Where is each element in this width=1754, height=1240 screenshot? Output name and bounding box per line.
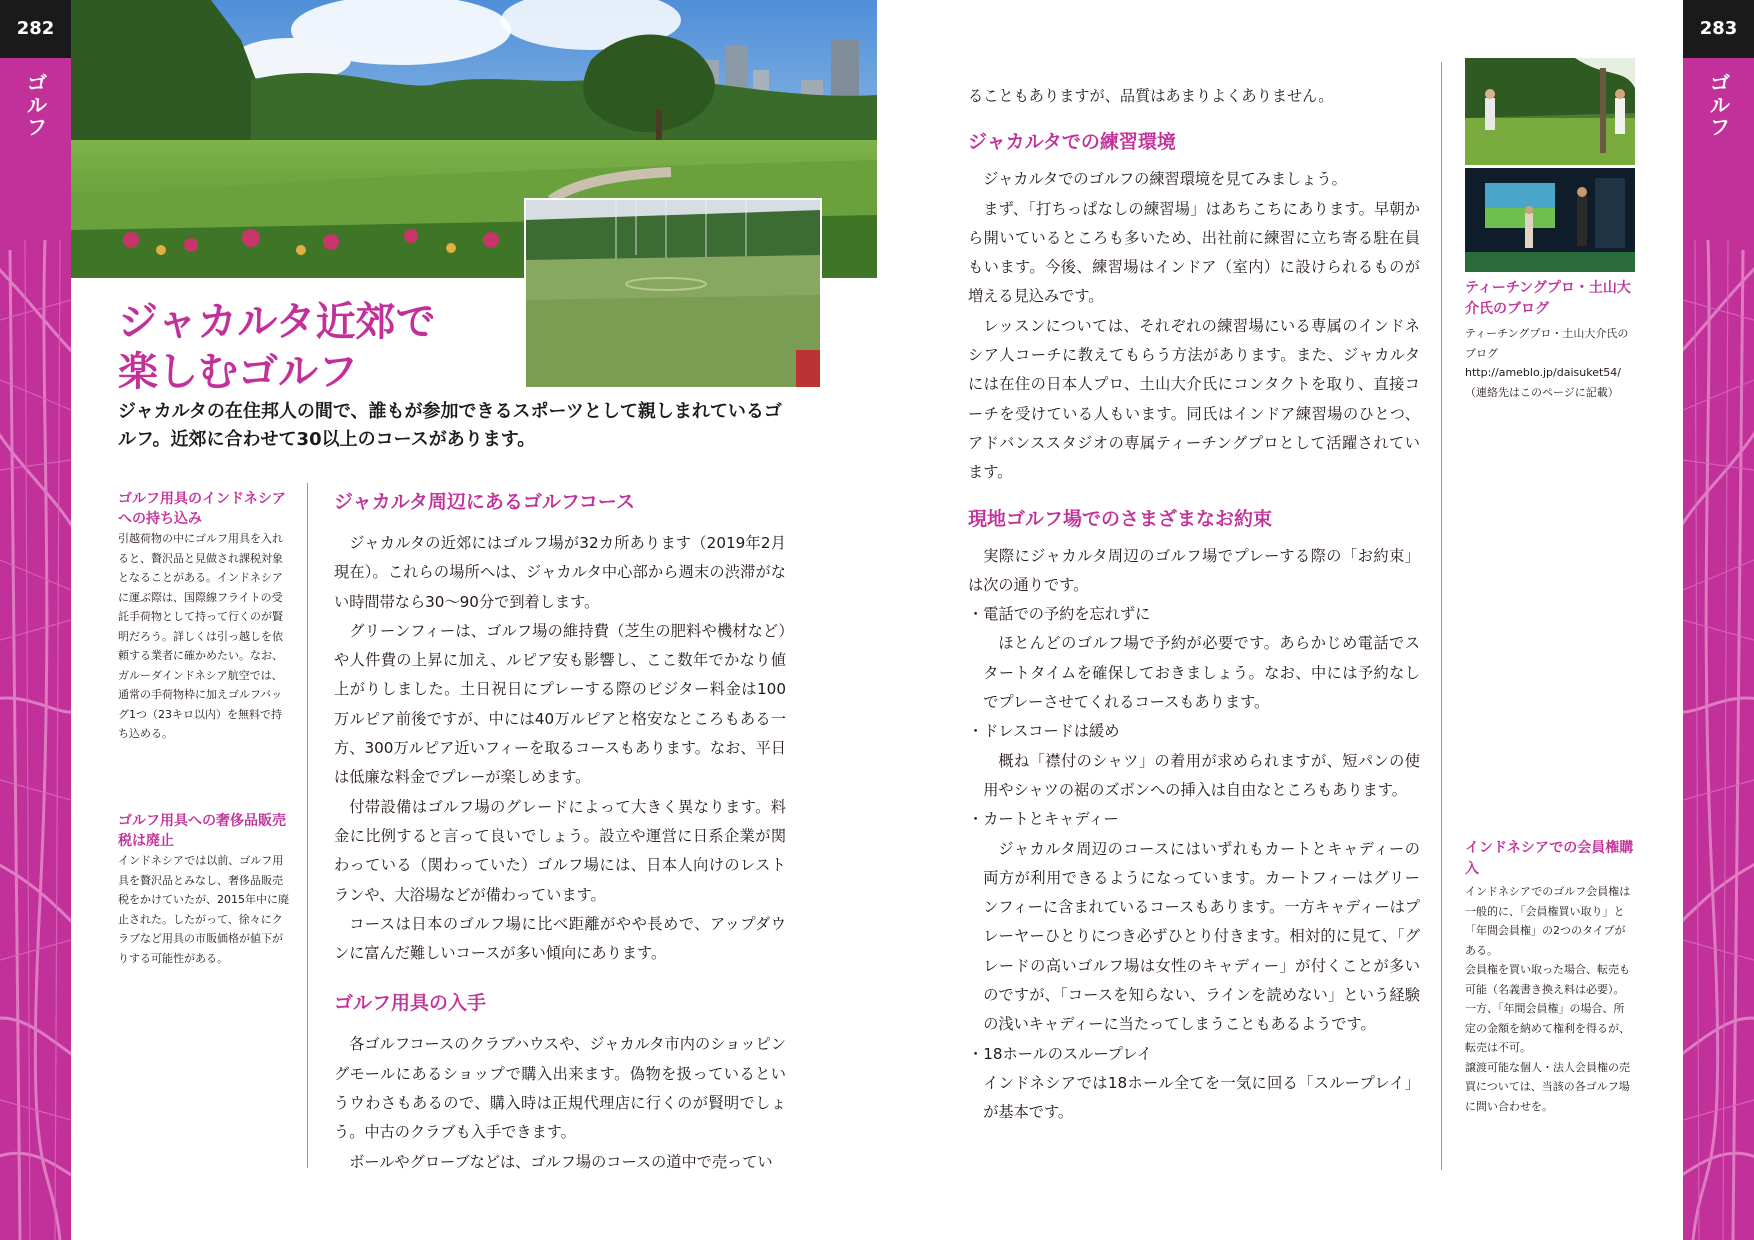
sidebar-note-body: 譲渡可能な個人・法人会員権の売買については、当該の各ゴルフ場に問い合わせを。 [1465,1060,1630,1113]
left-sidebar-note-2 [118,811,290,968]
paragraph: ジャカルタでのゴルフの練習環境を見てみましょう。 [983,170,1347,189]
page-number-right: 283 [1683,0,1754,58]
bullet-body: ほとんどのゴルフ場で予約が必要です。あらかじめ電話でスタートタイムを確保しておきましょう。なお、中には予約なしでプレーさせてくれるコースもあります。 [983,634,1420,712]
section-heading: 現地ゴルフ場でのさまざまなお約束 [968,507,1273,530]
bullet-heading: ・カートとキャディー [968,810,1119,829]
section-heading: ゴルフ用具の入手 [334,992,487,1015]
bullet-body: 概ね「襟付のシャツ」の着用が求められますが、短パンの使用やシャツの裾のズボンへの挿入は自由なところもあります。 [983,751,1420,799]
left-sidebar-note-1 [118,489,290,744]
golfer-photo [1465,58,1635,165]
paragraph: ジャカルタの近郊にはゴルフ場が32カ所あります（2019年2月現在）。これらの場所へは、ジャカルタ中心部から週末の渋滞がない時間帯なら30〜90分で到着します。 [334,534,786,611]
driving-range-photo [524,198,822,389]
section-label-right: ゴルフ [1707,72,1731,138]
sidebar-note-body: インドネシアでは以前、ゴルフ用具を贅沢品とみなし、奢侈品販売税をかけていたが、2015年中に廃止された。したがって、徐々にクラブなど用具の市販価格が値下がりする可能性がある。 [118,854,289,965]
sidebar-note-heading: ゴルフ用具のインドネシアへの持ち込み [118,491,286,527]
right-side-band [1683,0,1754,1240]
caption-heading: ティーチングプロ・土山大介氏のブログ [1465,280,1631,317]
article-lead: ジャカルタの在住邦人の間で、誰もが参加できるスポーツとして親しまれているゴルフ。近郊に合わせて30以上のコースがあります。 [118,401,782,450]
paragraph: ることもありますが、品質はあまりよくありません。 [968,87,1334,105]
right-sidebar-note [1465,838,1635,1116]
bullet-body: インドネシアでは18ホール全てを一気に回る「スループレイ」が基本です。 [983,1073,1420,1122]
paragraph: 各ゴルフコースのクラブハウスや、ジャカルタ市内のショッピングモールにあるショップで購入出来ます。偽物を扱っているというウわさもあるので、購入時は正規代理店に行くのが賢明でしょう。中古のクラブも入手できます。 [334,1035,786,1142]
paragraph: 実際にジャカルタ周辺のゴルフ場でプレーする際の「お約束」は次の通りです。 [968,546,1420,594]
article-title-line2: 楽しむゴルフ [118,349,358,395]
section-heading: ジャカルタ周辺にあるゴルフコース [334,491,635,513]
sidebar-note-body: 会員権を買い取った場合、転売も可能（名義書き換え料は必要）。一方、「年間会員権」の場合、所定の金額を納めて権利を得るが、転売は不可。 [1465,963,1630,1054]
page-number-left: 282 [0,0,71,58]
bullet-heading: ・18ホールのスループレイ [968,1044,1152,1063]
bullet-heading: ・電話での予約を忘れずに [968,605,1151,624]
sidebar-note-heading: ゴルフ用具への奢侈品販売税は廃止 [118,813,286,849]
caption-body: ティーチングプロ・土山大介氏のブログ http://ameblo.jp/daisuket54/（連絡先はこのページに記載） [1465,327,1629,399]
paragraph: まず、「打ちっぱなしの練習場」はあちこちにあります。早朝から開いているところも多いため、出社前に練習に立ち寄る駐在員もいます。今後、練習場はインドア（室内）に設けられるものが増える見込みです。 [968,199,1420,306]
paragraph: コースは日本のゴルフ場に比べ距離がやや長めで、アップダウンに富んだ難しいコースが多い傾向にあります。 [334,914,786,963]
map-pattern [0,0,71,1240]
article-title [118,297,538,397]
bullet-heading: ・ドレスコードは緩め [968,722,1120,741]
column-divider [1441,62,1442,1170]
paragraph: グリーンフィーは、ゴルフ場の維持費（芝生の肥料や機材など）や人件費の上昇に加え、ルピア安も影響し、ここ数年でかなり値上がりしました。土日祝日にプレーする際のビジター料金は100万ルピア前後ですが、中には40万ルピアと格安なところもある一方、300万ルピア近いフィーを取るコースもあります。なお、平日は低廉な料金でプレーが楽しめます。 [334,621,786,787]
sidebar-note-body: 引越荷物の中にゴルフ用具を入れると、贅沢品と見做され課税対象となることがある。インドネシアに運ぶ際は、国際線フライトの受託手荷物として持って行くのが賢明だろう。詳しくは引っ越しを依頼する業者に確かめたい。なお、ガルーダインドネシア航空では、通常の手荷物枠に加えゴルフバッグ1つ（23キロ以内）を無料で持ち込める。 [118,532,283,740]
indoor-studio-photo [1465,168,1635,272]
article-title-line1: ジャカルタ近郊で [118,299,436,345]
paragraph: レッスンについては、それぞれの練習場にいる専属のインドネシア人コーチに教えてもらう方法があります。また、ジャカルタには在住の日本人プロ、土山大介氏にコンタクトを取り、直接コーチを受けている人もいます。同氏はインドア練習場のひとつ、アドバンススタジオの専属ティーチングプロとして活躍されています。 [968,316,1420,482]
main-column-2 [968,82,1420,1128]
sidebar-note-body: インドネシアでのゴルフ会員権は一般的に、「会員権買い取り」と「年間会員権」の2つのタイプがある。 [1465,885,1631,957]
map-pattern [1683,0,1754,1240]
bullet-body: ジャカルタ周辺のコースにはいずれもカートとキャディーの両方が利用できるようになっています。カートフィーはグリーンフィーに含まれているコースもあります。一方キャディーはプレーヤーひとりにつき必ずひとり付きます。相対的に見て、「グレードの高いゴルフ場は女性のキャディー」が付くことが多いのですが、「コースを知らない、ラインを読めない」という経験の浅いキャディーに当たってしまうこともあるようです。 [983,839,1420,1034]
section-heading: ジャカルタでの練習環境 [968,131,1176,154]
main-column-1 [334,487,786,1177]
photo-caption [1465,278,1635,402]
sidebar-note-heading: インドネシアでの会員権購入 [1465,840,1634,877]
paragraph: ボールやグローブなどは、ゴルフ場のコースの道中で売ってい [349,1152,773,1171]
left-side-band [0,0,71,1240]
section-label-left: ゴルフ [24,72,48,138]
column-divider [307,483,308,1168]
paragraph: 付帯設備はゴルフ場のグレードによって大きく異なります。料金に比例すると言って良いでしょう。設立や運営に日系企業が関わっている（関わっていた）ゴルフ場には、日本人向けのレストランや、大浴場などが備わっています。 [334,797,786,904]
